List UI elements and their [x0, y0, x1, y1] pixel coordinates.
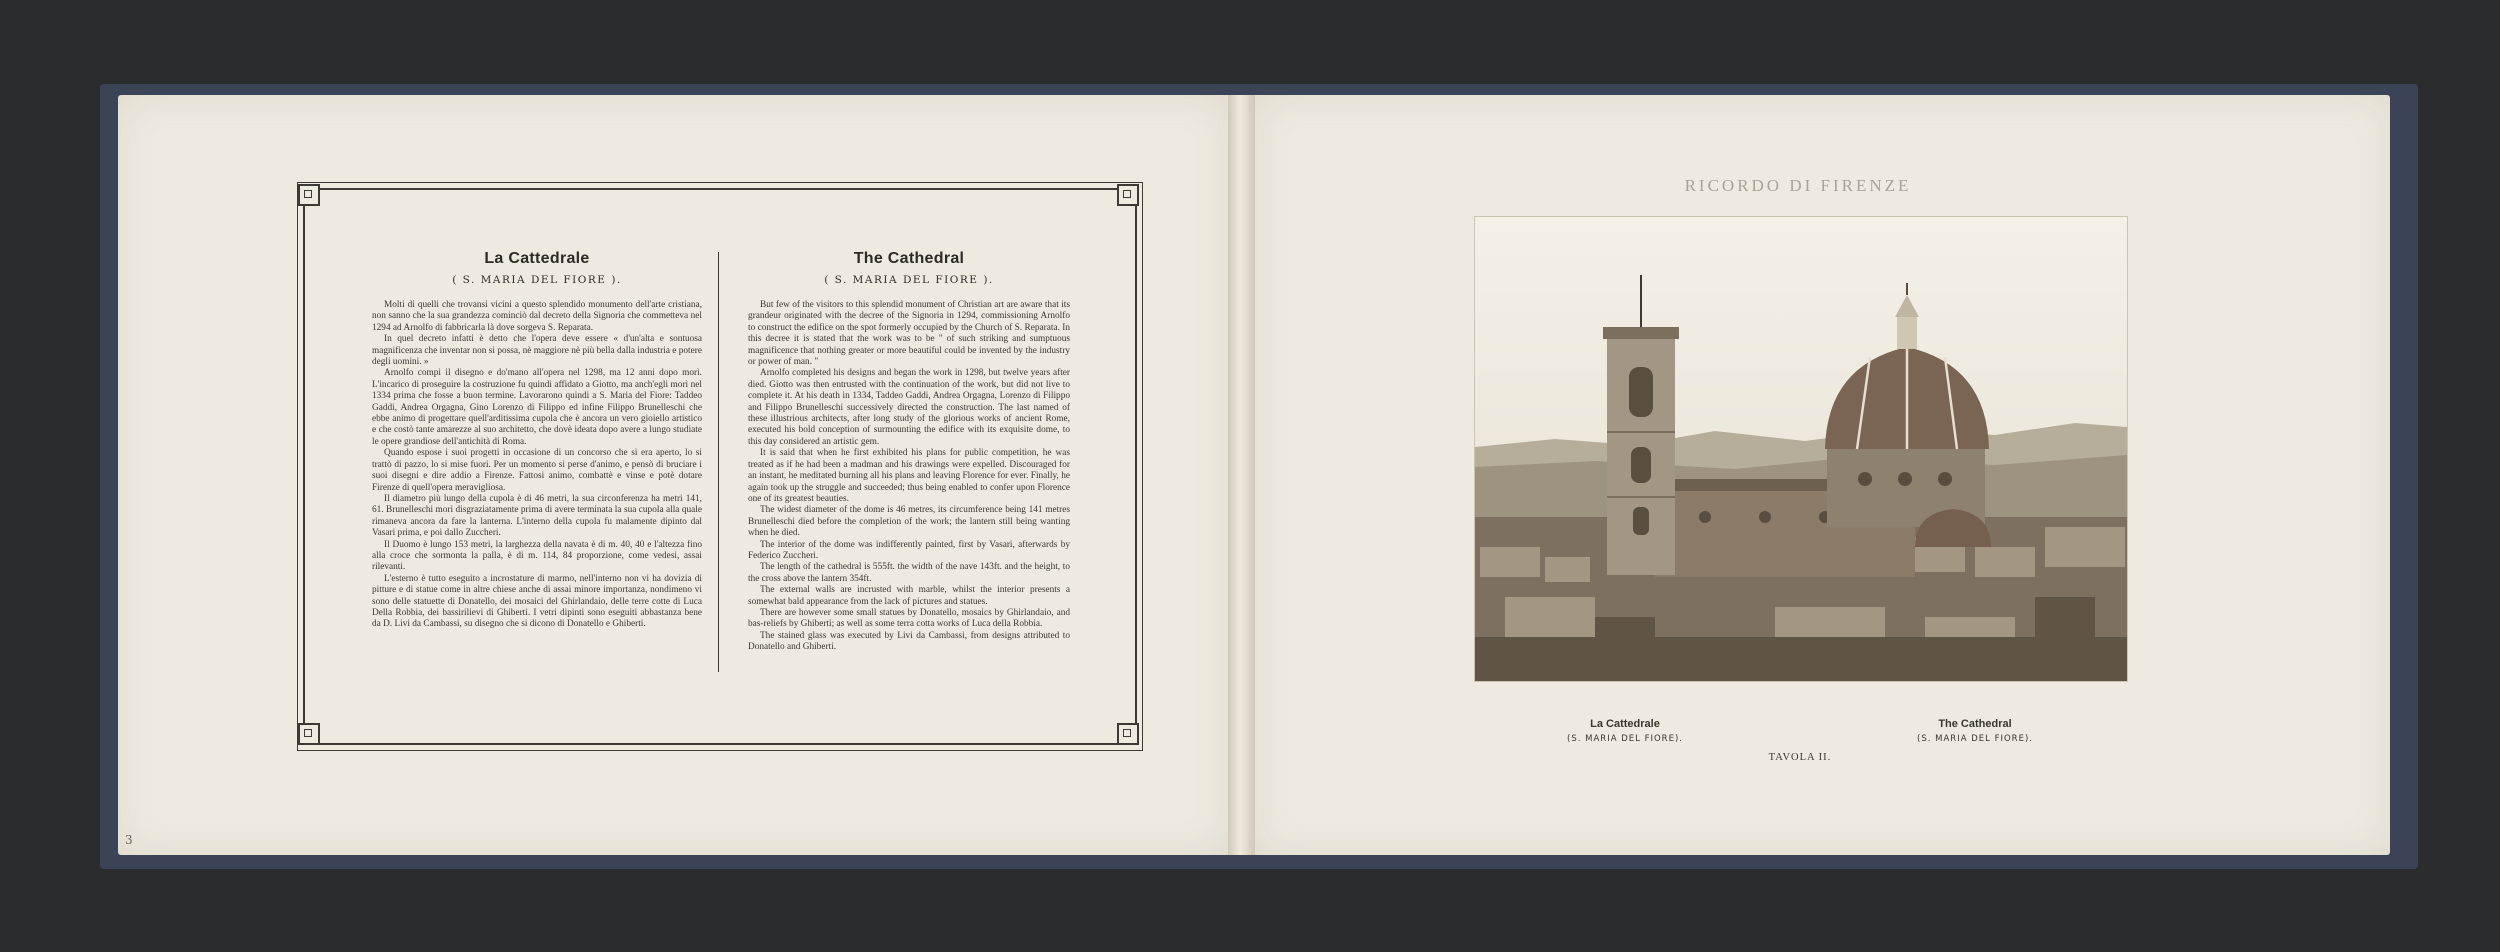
- italian-paragraph: Molti di quelli che trovansi vicini a questo splendido monumento dell'arte cristiana, non sanno che la sua grandezza cominciò dal decreto della Signoria che commetteva nel 1294 ad Arnolfo di fabbricarla là dove sorgeva S. Reparata.: [372, 300, 702, 333]
- caption-english-title: The Cathedral: [1938, 718, 2012, 730]
- frame-corner-ornament: [298, 184, 320, 206]
- italian-subtitle: ( S. MARIA DEL FIORE ).: [452, 274, 622, 286]
- english-paragraph: The external walls are incrusted with marble, whilst the interior presents a somewhat bald appearance from the lack of pictures and statues.: [748, 585, 1070, 607]
- cathedral-photograph: [1474, 216, 2128, 682]
- italian-paragraph: L'esterno è tutto eseguito a incrostature di marmo, nell'interno non vi ha dovizia di pitture e di statue come in altre chiese anche di assai minore importanza, nondimeno vi sono delle statuette di Donatello, dei mosaici del Ghirlandaio, delle terre cotte di Luca Della Robbia, dei bassirilievi di Ghiberti. I vetri dipinti sono eseguiti abbastanza bene da D. Livi da Cambassi, su disegno che si dicono di Donatello e Ghiberti.: [372, 573, 702, 630]
- italian-paragraph: Il diametro più lungo della cupola è di 46 metri, la sua circonferenza ha metri 141, 61. Brunelleschi morì disgraziatamente prima di avere terminata la sua cupola alla quale rimaneva ancora da fare la lanterna. L'interno della cupola fu malamente dipinto dal Vasari prima, e poi dallo Zuccheri.: [372, 493, 702, 539]
- caption-english: [1870, 718, 2080, 744]
- column-divider: [718, 252, 719, 672]
- frame-corner-ornament: [298, 723, 320, 745]
- english-title: The Cathedral: [853, 250, 965, 267]
- english-paragraph: The length of the cathedral is 555ft. the width of the nave 143ft. and the height, to the cross above the lantern 354ft.: [748, 562, 1070, 584]
- book-gutter: [1228, 95, 1255, 855]
- italian-paragraph: Arnolfo compì il disegno e do'mano all'opera nel 1298, ma 12 anni dopo morì. L'incarico di proseguire la costruzione fu quindi affidato a Giotto, ma anch'egli morì nel 1334 prima che fosse a buon termine. Lavorarono quindi a S. Maria del Fiore: Taddeo Gaddi, Andrea Orgagna, Gino Lorenzo di Filippo ed infine Filippo Brunelleschi che ebbe animo di progettare quell'arditissima cupola che è ancora un vero gioiello artistico e che costò tante amarezze al suo architetto, che dovè ideata dopo avere a lungo studiate le opere grandiose dell'antichità di Roma.: [372, 368, 702, 447]
- english-paragraph: The interior of the dome was indifferently painted, first by Vasari, afterwards by Federico Zuccheri.: [748, 539, 1070, 561]
- english-paragraph: It is said that when he first exhibited his plans for public competition, he was treated as if he had been a madman and his drawings were expelled. Discouraged for an instant, he meditated burning all his plans and leaving Florence for ever. Finally, he again took up the struggle and succeeded; thus being enabled to confer upon Florence one of its greatest beauties.: [748, 448, 1070, 504]
- caption-italian-title: La Cattedrale: [1590, 718, 1660, 730]
- italian-column: [372, 250, 702, 631]
- english-paragraph: Arnolfo completed his designs and began the work in 1298, but twelve years after died. Giotto was then entrusted with the continuation of the work, but did not live to complete it. At his death in 1334, Taddeo Gaddi, Andrea Orgagna, Lorenzo di Filippo and Filippo Brunelleschi successively directed the construction. The last named of these illustrious architects, after long study of the glorious works of ancient Rome, executed his bold conception of surmounting the edifice with its exquisite dome, to this day considered an artistic gem.: [748, 368, 1070, 447]
- frame-corner-ornament: [1117, 184, 1139, 206]
- italian-paragraph: Quando espose i suoi progetti in occasione di un concorso che si era aperto, lo si trattò di pazzo, lo si mise fuori. Per un momento si perse d'animo, e pensò di bruciare i suoi disegni e dire addio a Firenze. Fattosi animo, combattè e vinse e potè dotare Firenze di quell'opera meravigliosa.: [372, 448, 702, 493]
- italian-paragraph: Il Duomo è lungo 153 metri, la larghezza della navata è di m. 40, 40 e l'altezza fino alla croce che sormonta la palla, è di m. 114, 84 proporzione, come vedesi, assai rilevanti.: [372, 539, 702, 573]
- frame-corner-ornament: [1117, 723, 1139, 745]
- italian-paragraph: In quel decreto infatti è detto che l'opera deve essere « d'un'alta e sontuosa magnificenza che inventar non si possa, nè maggiore nè più bella dalla industria e potere degli uomini. »: [372, 334, 702, 368]
- caption-italian-subtitle: (S. MARIA DEL FIORE).: [1567, 734, 1683, 744]
- english-paragraph: The widest diameter of the dome is 46 metres, its circumference being 141 metres Brunelleschi died before the completion of the work; the lantern still being wanting when he died.: [748, 505, 1070, 539]
- italian-title: La Cattedrale: [484, 250, 590, 267]
- english-paragraph: But few of the visitors to this splendid monument of Christian art are aware that its grandeur originated with the decree of the Signoria in 1294, commissioning Arnolfo to construct the edifice on the spot formerly occupied by the Church of S. Reparata. In this decree it is stated that the work was to be " of such striking and sumptuous magnificence that nothing greater or more beautiful could be invented by the industry or power of man. ": [748, 300, 1070, 368]
- english-column: [748, 250, 1070, 654]
- running-head: RICORDO DI FIRENZE: [1684, 176, 1912, 195]
- english-paragraph: The stained glass was executed by Livi da Cambassi, from designs attributed to Donatello and Ghiberti.: [748, 630, 1070, 653]
- english-subtitle: ( S. MARIA DEL FIORE ).: [824, 274, 994, 286]
- english-paragraph: There are however some small statues by Donatello, mosaics by Ghirlandaio, and bas-reliefs by Ghiberti; as well as some terra cotta works of Luca della Robbia.: [748, 607, 1070, 630]
- caption-italian: [1520, 718, 1730, 744]
- plate-label: TAVOLA II.: [1768, 752, 1832, 763]
- page-number: 3: [125, 833, 133, 847]
- caption-english-subtitle: (S. MARIA DEL FIORE).: [1917, 734, 2033, 744]
